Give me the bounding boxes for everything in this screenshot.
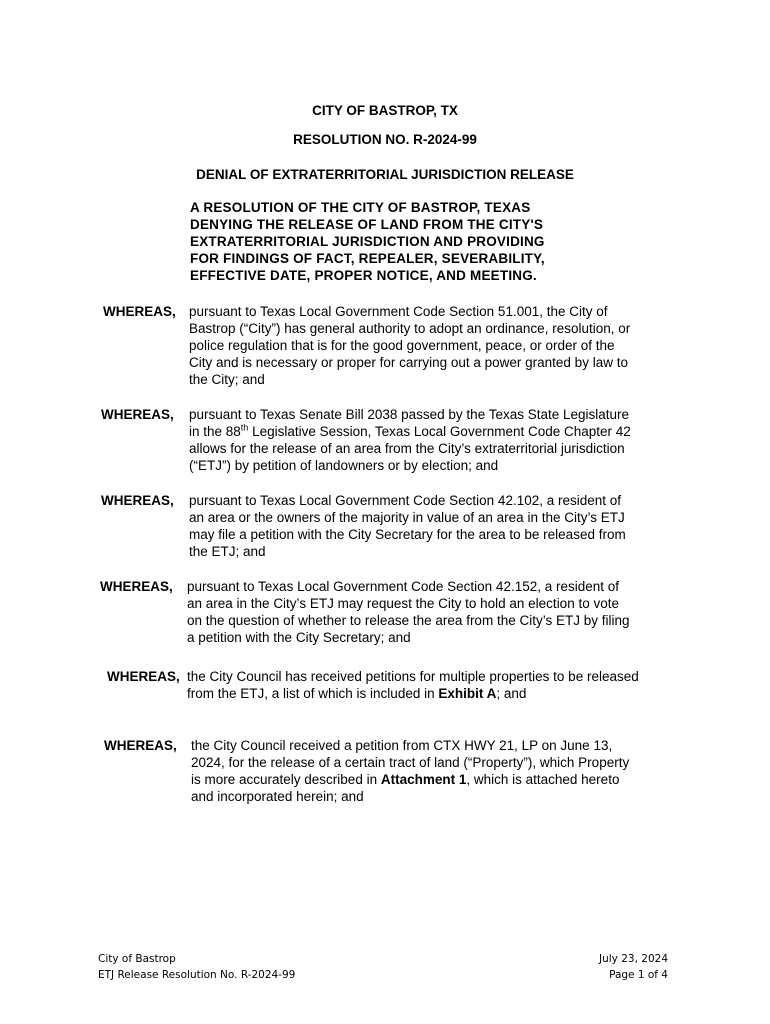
attachment-reference: Attachment 1 bbox=[380, 772, 467, 787]
clause-line: the City Council has received petitions for multiple properties to be released bbox=[187, 669, 639, 684]
clause-line: pursuant to Texas Local Government Code Section 42.152, a resident of bbox=[187, 579, 620, 594]
clause-line: an area or the owners of the majority in value of an area in the City’s ETJ bbox=[189, 510, 625, 525]
clause-text-segment: is more accurately described in bbox=[191, 772, 381, 787]
clause-line: pursuant to Texas Senate Bill 2038 passed by the Texas State Legislature bbox=[189, 407, 630, 422]
clause-line: City and is necessary or proper for carrying out a power granted by law to bbox=[189, 355, 628, 370]
whereas-keyword: WHEREAS, bbox=[104, 738, 177, 753]
clause-text bbox=[189, 303, 630, 388]
whereas-keyword: WHEREAS, bbox=[107, 669, 180, 684]
footer-page-number: Page 1 of 4 bbox=[609, 969, 668, 981]
footer-date: July 23, 2024 bbox=[599, 953, 668, 965]
clause-line bbox=[187, 685, 639, 702]
clause-line bbox=[191, 771, 629, 788]
clause-text-segment: , which is attached hereto bbox=[466, 772, 620, 787]
resolution-number: RESOLUTION NO. R-2024-99 bbox=[293, 132, 477, 147]
clause-text-segment: from the ETJ, a list of which is included in bbox=[187, 686, 439, 701]
clause-line: the City; and bbox=[189, 372, 265, 387]
clause-text bbox=[191, 737, 629, 805]
clause-line: may file a petition with the City Secretary for the area to be released from bbox=[189, 527, 626, 542]
footer-left bbox=[98, 951, 295, 983]
clause-line: Bastrop (“City”) has general authority to adopt an ordinance, resolution, or bbox=[189, 321, 631, 336]
title-line: DENYING THE RELEASE OF LAND FROM THE CITY'S bbox=[190, 217, 544, 232]
clause-text bbox=[187, 668, 639, 702]
clause-text bbox=[187, 578, 630, 646]
clause-line: pursuant to Texas Local Government Code Section 51.001, the City of bbox=[189, 304, 608, 319]
resolution-title bbox=[190, 199, 584, 284]
footer-resolution: ETJ Release Resolution No. R-2024-99 bbox=[98, 969, 296, 981]
clause-line: police regulation that is for the good government, peace, or order of the bbox=[189, 338, 615, 353]
clause-line: allows for the release of an area from the City’s extraterritorial jurisdiction bbox=[189, 441, 625, 456]
clause-line: and incorporated herein; and bbox=[191, 789, 364, 804]
clause-line: an area in the City’s ETJ may request the City to hold an election to vote bbox=[187, 596, 619, 611]
clause-text bbox=[189, 406, 631, 474]
clause-text-segment: in the 88 bbox=[189, 424, 241, 439]
whereas-keyword: WHEREAS, bbox=[100, 579, 173, 594]
whereas-keyword: WHEREAS, bbox=[101, 493, 174, 508]
title-line: EFFECTIVE DATE, PROPER NOTICE, AND MEETING. bbox=[190, 268, 537, 283]
clause-line: on the question of whether to release the area from the City’s ETJ by filing bbox=[187, 613, 630, 628]
city-heading: CITY OF BASTROP, TX bbox=[312, 103, 458, 118]
clause-line: 2024, for the release of a certain tract of land (“Property”), which Property bbox=[191, 755, 630, 770]
clause-line: the City Council received a petition from CTX HWY 21, LP on June 13, bbox=[191, 738, 613, 753]
clause-line: a petition with the City Secretary; and bbox=[187, 630, 411, 645]
clause-text bbox=[189, 492, 626, 560]
clause-line bbox=[189, 423, 631, 440]
clause-text-segment: Legislative Session, Texas Local Government Code Chapter 42 bbox=[248, 424, 631, 439]
title-line: EXTRATERRITORIAL JURISDICTION AND PROVIDING bbox=[190, 234, 545, 249]
clause-line: pursuant to Texas Local Government Code Section 42.102, a resident of bbox=[189, 493, 622, 508]
whereas-keyword: WHEREAS, bbox=[103, 304, 176, 319]
ordinal-superscript: th bbox=[240, 422, 249, 433]
clause-line: (“ETJ”) by petition of landowners or by election; and bbox=[189, 458, 499, 473]
footer-city: City of Bastrop bbox=[98, 953, 176, 965]
clause-line: the ETJ; and bbox=[189, 544, 266, 559]
resolution-subject: DENIAL OF EXTRATERRITORIAL JURISDICTION RELEASE bbox=[196, 167, 574, 182]
title-line: FOR FINDINGS OF FACT, REPEALER, SEVERABILITY, bbox=[190, 251, 545, 266]
whereas-keyword: WHEREAS, bbox=[101, 407, 174, 422]
clause-text-segment: ; and bbox=[496, 686, 527, 701]
footer-right bbox=[588, 951, 668, 983]
exhibit-reference: Exhibit A bbox=[438, 686, 497, 701]
title-line: A RESOLUTION OF THE CITY OF BASTROP, TEXAS bbox=[190, 200, 531, 215]
